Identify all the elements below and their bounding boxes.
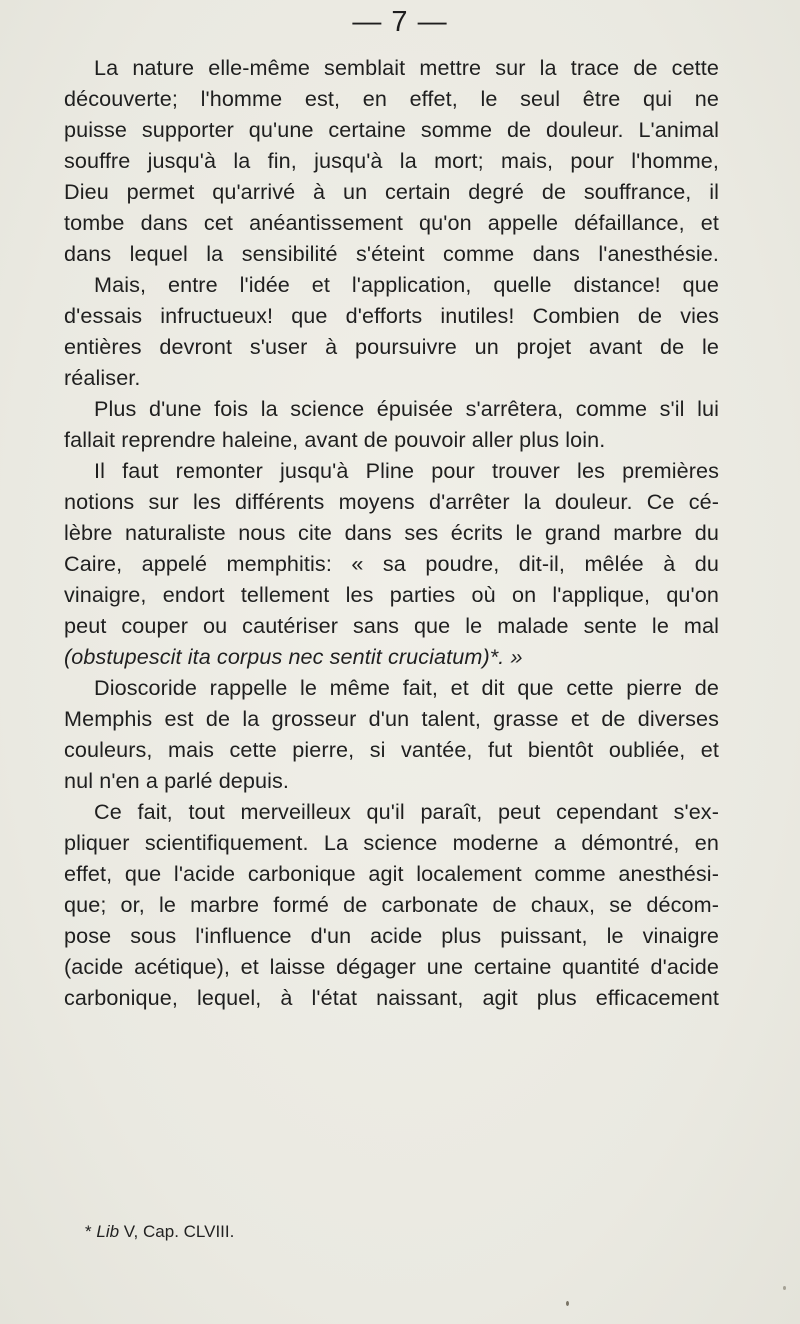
text-line: Plus d'une fois la science épuisée s'arrêtera, comme s'il lui [94, 396, 719, 421]
paper-speck [783, 1286, 786, 1290]
paper-speck [566, 1301, 569, 1306]
text-line: peut couper ou cautériser sans que le malade sente le mal [64, 613, 719, 638]
text-line: réaliser. [64, 365, 141, 390]
text-line: puisse supporter qu'une certaine somme de douleur. L'animal [64, 117, 719, 142]
text-line: Ce fait, tout merveilleux qu'il paraît, peut cependant s'ex- [94, 799, 719, 824]
text-line: pose sous l'influence d'un acide plus puissant, le vinaigre [64, 923, 719, 948]
text-line: entières devront s'user à poursuivre un projet avant de le [64, 334, 719, 359]
footnote-reference: V, Cap. CLVIII. [123, 1222, 235, 1241]
text-line: notions sur les différents moyens d'arrêter la douleur. Ce cé- [64, 489, 719, 514]
text-line: découverte; l'homme est, en effet, le seul être qui ne [64, 86, 719, 111]
text-line: d'essais infructueux! que d'efforts inutiles! Combien de vies [64, 303, 719, 328]
footnote-source: Lib [96, 1222, 120, 1241]
text-line: (acide acétique), et laisse dégager une certaine quantité d'acide [64, 954, 719, 979]
footnote-marker: * [85, 1222, 92, 1241]
body-text [64, 52, 719, 1013]
text-line: souffre jusqu'à la fin, jusqu'à la mort; mais, pour l'homme, [64, 148, 719, 173]
text-line: fallait reprendre haleine, avant de pouvoir aller plus loin. [64, 427, 606, 452]
text-line: La nature elle-même semblait mettre sur la trace de cette [94, 55, 719, 80]
text-line: effet, que l'acide carbonique agit localement comme anesthési- [64, 861, 719, 886]
text-line: couleurs, mais cette pierre, si vantée, fut bientôt oubliée, et [64, 737, 719, 762]
text-line: carbonique, lequel, à l'état naissant, agit plus efficacement [64, 985, 719, 1010]
page-number: — 7 — [352, 6, 448, 38]
text-line: Dioscoride rappelle le même fait, et dit que cette pierre de [94, 675, 719, 700]
text-line: Dieu permet qu'arrivé à un certain degré de souffrance, il [64, 179, 719, 204]
text-line: dans lequel la sensibilité s'éteint comme dans l'anesthésie. [64, 241, 719, 266]
text-line: nul n'en a parlé depuis. [64, 768, 290, 793]
text-line: pliquer scientifiquement. La science moderne a démontré, en [64, 830, 719, 855]
text-line: Mais, entre l'idée et l'application, quelle distance! que [94, 272, 719, 297]
text-line: Memphis est de la grosseur d'un talent, grasse et de diverses [64, 706, 719, 731]
text-line: Il faut remonter jusqu'à Pline pour trouver les premières [94, 458, 719, 483]
text-line: lèbre naturaliste nous cite dans ses écrits le grand marbre du [64, 520, 719, 545]
text-line-latin-quote: (obstupescit ita corpus nec sentit cruciatum)*. » [64, 644, 523, 669]
text-line: vinaigre, endort tellement les parties où on l'applique, qu'on [64, 582, 719, 607]
text-line: que; or, le marbre formé de carbonate de chaux, se décom- [64, 892, 719, 917]
footnote [85, 1222, 234, 1242]
text-line: tombe dans cet anéantissement qu'on appelle défaillance, et [64, 210, 719, 235]
text-line: Caire, appelé memphitis: « sa poudre, dit-il, mêlée à du [64, 551, 719, 576]
